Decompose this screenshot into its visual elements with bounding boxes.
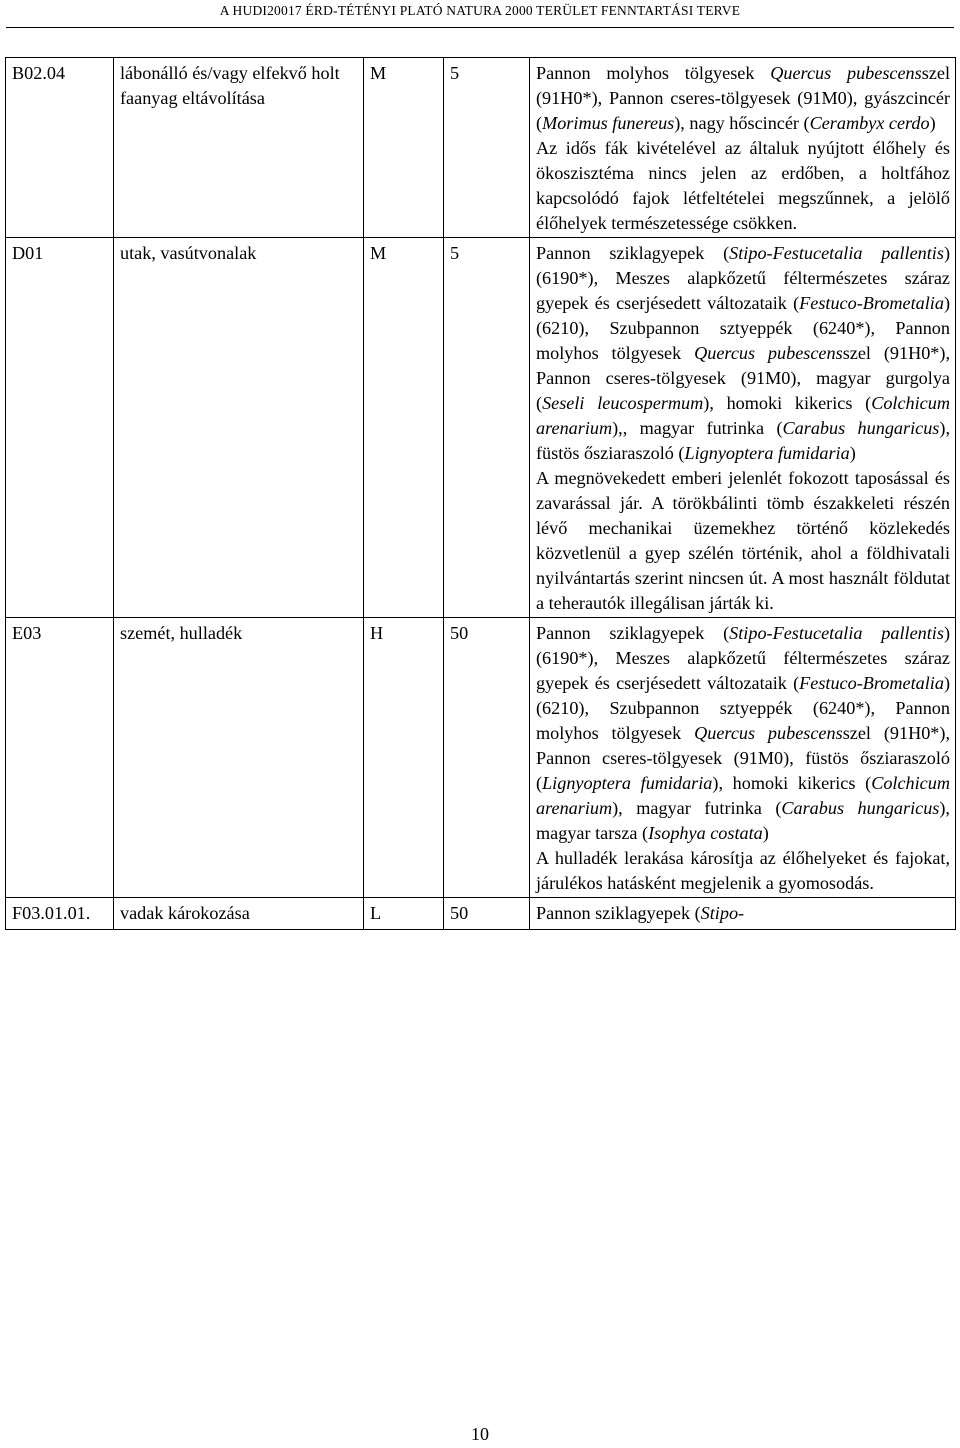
- text-segment: szel (91H0*), Pannon cseres-tölgyesek (91M0), magyar gurgolya (: [536, 343, 951, 413]
- impact-text: Az idős fák kivételével az általuk nyújtott élőhely és ökoszisztéma nincs jelen az erdőben, a holtfához kapcsolódó fajok létfeltételei megszűnnek, a jelölő élőhelyek természetessége csökken.: [536, 138, 950, 233]
- threat-description: [530, 238, 956, 618]
- text-segment: ) (6210), Szubpannon sztyeppék (6240*), Pannon molyhos tölgyesek: [536, 293, 950, 363]
- threat-percent: 5: [444, 238, 530, 618]
- text-segment: ) (6190*), Meszes alapkőzetű féltermészetes száraz gyepek és cserjésedett változataik (: [536, 243, 950, 313]
- species-name: Festuco-Brometalia: [799, 293, 944, 313]
- species-name: Quercus pubescens: [770, 63, 922, 83]
- affected-features: [536, 621, 950, 846]
- text-segment: ), homoki kikerics (: [712, 773, 872, 793]
- text-segment: Pannon sziklagyepek (: [536, 243, 730, 263]
- threat-description: [530, 618, 956, 898]
- page-number: 10: [471, 1424, 489, 1444]
- species-name: Lignyoptera fumidaria: [684, 443, 850, 463]
- text-segment: Pannon sziklagyepek (: [536, 623, 730, 643]
- species-name: Isophya costata: [648, 823, 763, 843]
- affected-features: [536, 61, 950, 136]
- text-segment: szel (91H0*), Pannon cseres-tölgyesek (91M0), gyászcincér (: [536, 63, 951, 133]
- threat-percent: 50: [444, 898, 530, 930]
- text-segment: ), magyar tarsza (: [536, 798, 950, 843]
- species-name: Seseli leucospermum: [542, 393, 704, 413]
- threat-name: szemét, hulladék: [114, 618, 364, 898]
- impact-text: A hulladék lerakása károsítja az élőhelyeket és fajokat, járulékos hatásként megjelenik a gyomosodás.: [536, 848, 950, 893]
- text-segment: ), magyar futrinka (: [612, 798, 782, 818]
- species-name: Stipo-Festucetalia pallentis: [729, 243, 944, 263]
- species-name: Stipo-: [700, 903, 745, 923]
- text-segment: ) (6190*), Meszes alapkőzetű féltermészetes száraz gyepek és cserjésedett változataik (: [536, 623, 950, 693]
- affected-features: [536, 901, 950, 926]
- threat-code: B02.04: [6, 58, 114, 238]
- species-name: Quercus pubescens: [694, 723, 843, 743]
- threat-description: [530, 898, 956, 930]
- threat-rank: M: [364, 238, 444, 618]
- impact-text: A megnövekedett emberi jelenlét fokozott taposással és zavarással jár. A törökbálinti tömb északkeleti részén lévő mechanikai üzemekhez történő közlekedés közvetlenül a gyep szélén történik, ahol a földhivatali nyilvántartás szerint nincsen út. A most használt földutat a teherautók illegálisan járták ki.: [536, 468, 950, 613]
- affected-features: [536, 241, 950, 466]
- text-segment: ), füstös ősziaraszoló (: [536, 418, 950, 463]
- threat-description: [530, 58, 956, 238]
- table-row: [6, 618, 956, 898]
- text-segment: ): [762, 823, 769, 843]
- text-segment: ): [849, 443, 856, 463]
- text-segment: ),, magyar futrinka (: [612, 418, 783, 438]
- species-name: Lignyoptera fumidaria: [542, 773, 713, 793]
- species-name: Colchicum arenarium: [536, 773, 950, 818]
- threat-percent: 50: [444, 618, 530, 898]
- text-segment: Pannon molyhos tölgyesek: [536, 63, 771, 83]
- text-segment: ), homoki kikerics (: [703, 393, 872, 413]
- text-segment: Pannon sziklagyepek (: [536, 903, 701, 923]
- threat-code: D01: [6, 238, 114, 618]
- running-header-lead: A HUDI20017 É: [219, 3, 314, 18]
- threat-rank: M: [364, 58, 444, 238]
- threat-name: vadak károkozása: [114, 898, 364, 930]
- text-segment: ), nagy hőscincér (: [674, 113, 810, 133]
- threat-code: E03: [6, 618, 114, 898]
- species-name: Morimus funereus: [542, 113, 675, 133]
- header-rule: [6, 27, 954, 28]
- species-name: Carabus hungaricus: [782, 418, 940, 438]
- threat-percent: 5: [444, 58, 530, 238]
- species-name: Festuco-Brometalia: [799, 673, 944, 693]
- text-segment: szel (91H0*), Pannon cseres-tölgyesek (91M0), füstös ősziaraszoló (: [536, 723, 951, 793]
- species-name: Carabus hungaricus: [781, 798, 940, 818]
- species-name: Quercus pubescens: [694, 343, 843, 363]
- species-name: Cerambyx cerdo: [809, 113, 930, 133]
- threat-code: F03.01.01.: [6, 898, 114, 930]
- running-header-smallcaps: RD-TÉTÉNYI PLATÓ NATURA 2000 TERÜLET FENNTARTÁSI TERVE: [313, 3, 741, 18]
- threat-name: utak, vasútvonalak: [114, 238, 364, 618]
- threats-table: [5, 57, 956, 930]
- threat-rank: H: [364, 618, 444, 898]
- threat-rank: L: [364, 898, 444, 930]
- threat-name: lábonálló és/vagy elfekvő holt faanyag eltávolítása: [114, 58, 364, 238]
- running-header: [0, 3, 960, 19]
- table-row: [6, 238, 956, 618]
- species-name: Stipo-Festucetalia pallentis: [729, 623, 944, 643]
- table-row: [6, 898, 956, 930]
- text-segment: ): [929, 113, 936, 133]
- species-name: Colchicum arenarium: [536, 393, 950, 438]
- text-segment: ) (6210), Szubpannon sztyeppék (6240*), Pannon molyhos tölgyesek: [536, 673, 950, 743]
- table-row: [6, 58, 956, 238]
